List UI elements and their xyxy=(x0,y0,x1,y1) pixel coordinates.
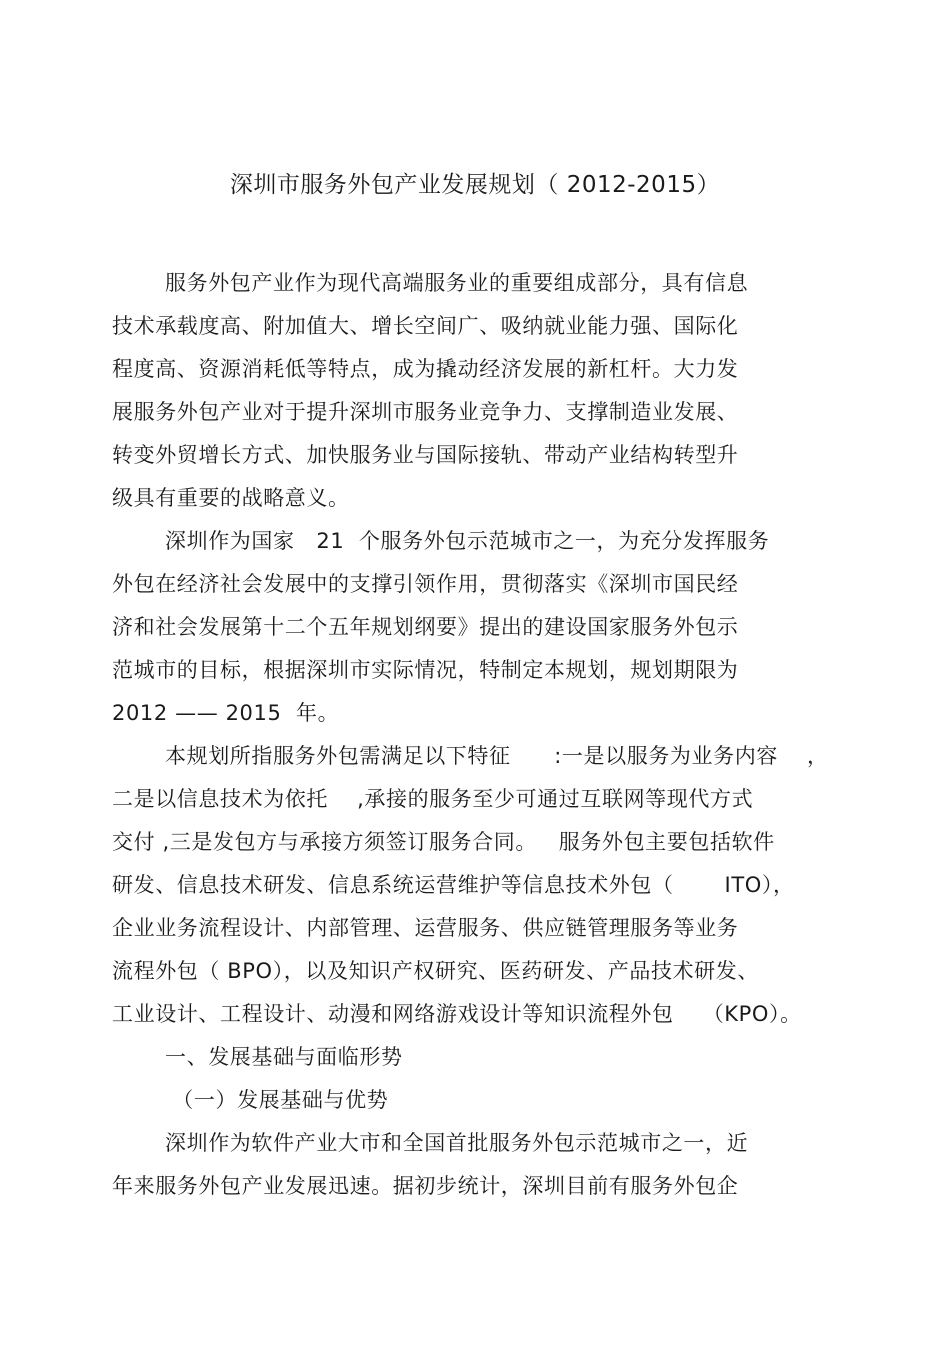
paragraph-line: 展服务外包产业对于提升深圳市服务业竞争力、支撑制造业发展、 xyxy=(112,400,739,424)
paragraph-line: 级具有重要的战略意义。 xyxy=(112,486,350,510)
paragraph-line: 本规划所指服务外包需满足以下特征 :一是以服务为业务内容 ， xyxy=(165,744,829,768)
paragraph-line: 深圳作为国家 21 个服务外包示范城市之一，为充分发挥服务 xyxy=(165,529,770,553)
paragraph-line: 工业设计、工程设计、动漫和网络游戏设计等知识流程外包 （KPO）。 xyxy=(112,1002,802,1026)
paragraph-line: 范城市的目标，根据深圳市实际情况，特制定本规划，规划期限为 xyxy=(112,658,739,682)
paragraph-line: 交付 ,三是发包方与承接方须签订服务合同。 服务外包主要包括软件 xyxy=(112,830,775,854)
paragraph-line: 服务外包产业作为现代高端服务业的重要组成部分，具有信息 xyxy=(165,271,749,295)
paragraph-line: 技术承载度高、附加值大、增长空间广、吸纳就业能力强、国际化 xyxy=(112,314,739,338)
paragraph-line: 外包在经济社会发展中的支撑引领作用，贯彻落实《深圳市国民经 xyxy=(112,572,739,596)
document-title: 深圳市服务外包产业发展规划（ 2012-2015） xyxy=(229,172,721,198)
paragraph-line: 程度高、资源消耗低等特点，成为撬动经济发展的新杠杆。大力发 xyxy=(112,357,739,381)
subsection-heading: （一）发展基础与优势 xyxy=(165,1088,389,1112)
paragraph-line: 济和社会发展第十二个五年规划纲要》提出的建设国家服务外包示 xyxy=(112,615,739,639)
paragraph-line: 2012 —— 2015 年。 xyxy=(112,701,340,725)
section-heading: 一、发展基础与面临形势 xyxy=(165,1045,403,1069)
paragraph-line: 二是以信息技术为依托 ,承接的服务至少可通过互联网等现代方式 xyxy=(112,787,754,811)
paragraph-line: 流程外包（ BPO），以及知识产权研究、医药研发、产品技术研发、 xyxy=(112,959,759,983)
paragraph-line: 转变外贸增长方式、加快服务业与国际接轨、带动产业结构转型升 xyxy=(112,443,739,467)
paragraph-line: 年来服务外包产业发展迅速。据初步统计，深圳目前有服务外包企 xyxy=(112,1174,739,1198)
paragraph-line: 深圳作为软件产业大市和全国首批服务外包示范城市之一，近 xyxy=(165,1131,749,1155)
paragraph-line: 研发、信息技术研发、信息系统运营维护等信息技术外包（ ITO）， xyxy=(112,873,795,897)
paragraph-line: 企业业务流程设计、内部管理、运营服务、供应链管理服务等业务 xyxy=(112,916,739,940)
